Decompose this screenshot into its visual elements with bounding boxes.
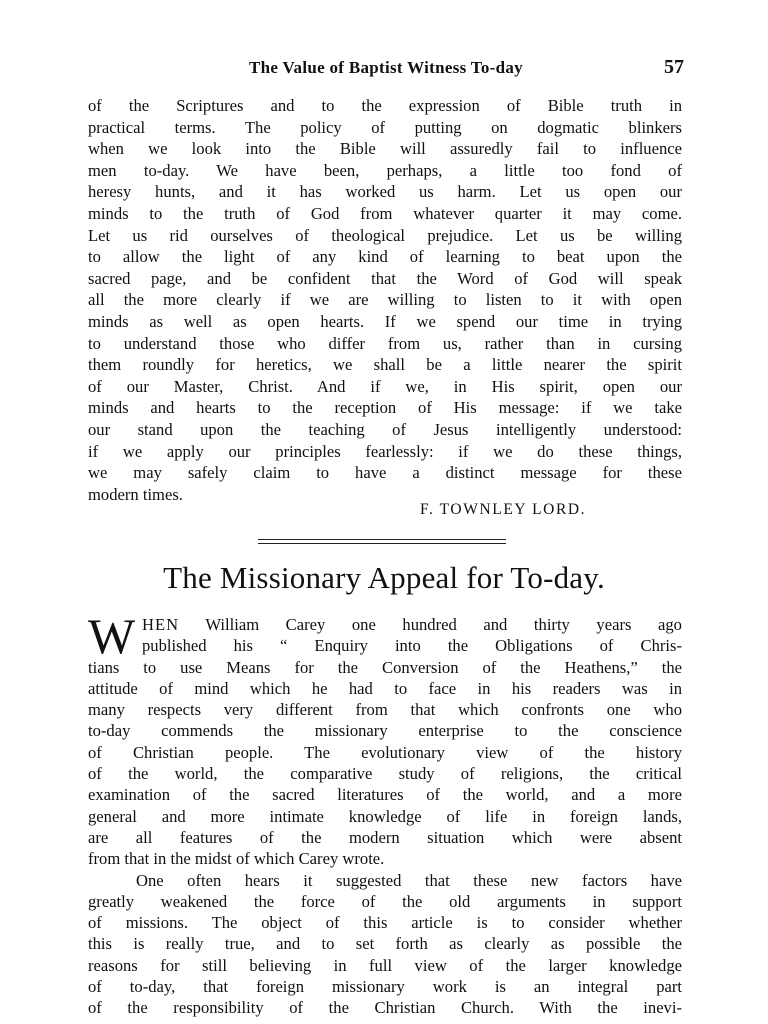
text-line: men to-day. We have been, perhaps, a little too fond of [88,160,682,180]
text-line: practical terms. The policy of putting on dogmatic blinkers [88,117,682,137]
article-body [88,608,682,1019]
text-line: tians to use Means for the Conversion of the Heathens,” the [88,657,682,677]
text-line: minds and hearts to the reception of His message: if we take [88,398,682,418]
text-line: them roundly for heretics, we shall be a little nearer the spirit [88,355,682,375]
text-line: examination of the sacred literatures of the world, and a more [88,785,682,805]
text-line: of missions. The object of this article is to consider whether [88,913,682,933]
text-line: sacred page, and be confident that the Word of God will speak [88,268,682,288]
text-line [88,614,682,635]
text-line: we may safely claim to have a distinct message for these [88,463,682,483]
article-title: The Missionary Appeal for To-day. [163,560,605,595]
text-line: greatly weakened the force of the old arguments in support [88,891,682,911]
text-line: of to-day, that foreign missionary work is an integral part [88,977,682,997]
text-line: from that in the midst of which Carey wrote. [88,849,385,869]
text-line: to-day commends the missionary enterprise to the conscience [88,721,682,741]
page-number: 57 [664,56,684,78]
running-head [88,56,684,84]
text-line: minds as well as open hearts. If we spend our time in trying [88,311,682,331]
text-line: of our Master, Christ. And if we, in His spirit, open our [88,376,682,396]
text-line: Let us rid ourselves of theological prejudice. Let us be willing [88,225,682,245]
text-line: of the world, the comparative study of religions, the critical [88,764,682,784]
text-line: heresy hunts, and it has worked us harm. Let us open our [88,182,682,202]
text-line: to allow the light of any kind of learning to beat upon the [88,247,682,267]
previous-article-paragraph [88,95,682,505]
first-line-text: William Carey one hundred and thirty years ago [205,615,682,634]
text-line: are all features of the modern situation which were absent [88,827,682,847]
drop-cap: W [88,608,136,664]
text-line: all the more clearly if we are willing to listen to it with open [88,290,682,310]
text-line: reasons for still believing in full view of the larger knowledge [88,955,682,975]
text-line: minds to the truth of God from whatever quarter it may come. [88,203,682,223]
text-line: of the Scriptures and to the expression of Bible truth in [88,96,682,115]
author-signature: F. TOWNLEY LORD. [420,501,587,518]
text-line: modern times. [88,484,183,504]
text-line: of the responsibility of the Christian Church. With the inevi- [88,998,682,1018]
text-line: this is really true, and to set forth as clearly as possible the [88,934,682,954]
smallcaps-opening: HEN [142,615,180,634]
text-line: when we look into the Bible will assuredly fail to influence [88,139,682,159]
text-line: to understand those who differ from us, rather than in cursing [88,333,682,353]
running-title: The Value of Baptist Witness To-day [249,58,523,77]
text-line: general and more intimate knowledge of life in foreign lands, [88,806,682,826]
text-line: our stand upon the teaching of Jesus intelligently understood: [88,419,682,439]
text-line: many respects very different from that which confronts one who [88,700,682,720]
text-line: if we apply our principles fearlessly: if we do these things, [88,441,682,461]
text-line: One often hears it suggested that these new factors have [136,870,682,890]
text-line: of Christian people. The evolutionary view of the history [88,742,682,762]
text-line: attitude of mind which he had to face in his readers was in [88,678,682,698]
text-line: published his “ Enquiry into the Obligations of Chris- [142,636,682,656]
section-divider [258,539,506,544]
